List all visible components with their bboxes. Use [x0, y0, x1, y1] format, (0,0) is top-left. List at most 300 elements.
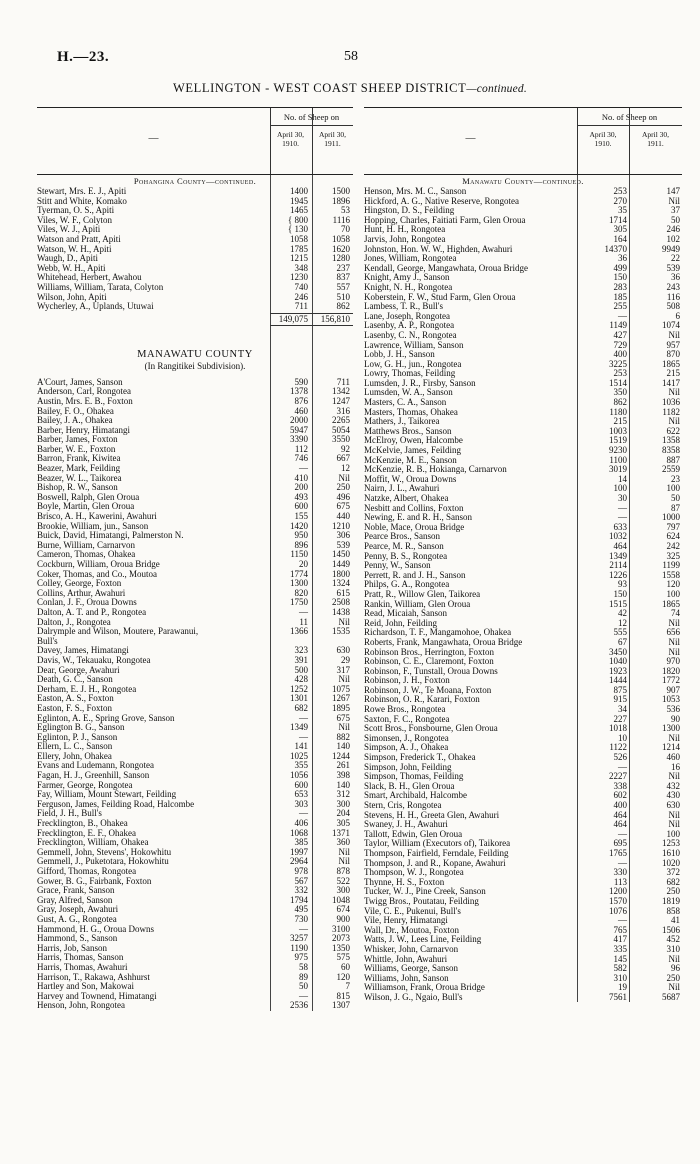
table-row	[364, 513, 682, 523]
sheep-1910: 255	[613, 301, 627, 312]
left-table-body	[37, 175, 353, 1011]
owner-name: McElroy, Owen, Halcombe	[364, 436, 463, 446]
owner-name: Coker, Thomas, and Co., Moutoa	[37, 569, 157, 579]
sheep-1910: 113	[613, 876, 627, 887]
owner-name: Vile, Henry, Himatangi	[364, 916, 448, 926]
sheep-1910: 141	[294, 741, 308, 752]
sheep-1911: 432	[666, 780, 680, 791]
owner-name: Barber, Henry, Himatangi	[37, 425, 131, 435]
owner-name: Frecklington, William, Ohakea	[37, 838, 149, 848]
sheep-1910: { 130	[287, 224, 308, 235]
owner-name: Masters, C. A., Sanson	[364, 398, 447, 408]
sheep-1911: 675	[336, 501, 350, 512]
sheep-1910: —	[299, 990, 308, 1001]
owner-name: Viles, W. F., Colyton	[37, 215, 113, 225]
sheep-1911: 1506	[662, 924, 680, 935]
owner-name: Stitt and White, Komako	[37, 196, 127, 206]
sheep-1911: 29	[341, 654, 350, 665]
owner-name: Thompson, J. and R., Kopane, Awahuri	[364, 858, 506, 868]
sheep-1911: 1214	[662, 742, 680, 753]
table-row	[364, 475, 682, 485]
owner-name: Colley, George, Foxton	[37, 579, 122, 589]
sheep-1910: 50	[299, 981, 308, 992]
sheep-1910: 1750	[290, 597, 308, 608]
sheep-1911: Nil	[668, 617, 680, 628]
owner-name: Beazer, W. L., Taikorea	[37, 473, 122, 483]
owner-name: Gray, Joseph, Awahuri	[37, 905, 119, 915]
sheep-1911: 1000	[662, 512, 680, 523]
sheep-1910: 975	[294, 952, 308, 963]
owner-name: Dalton, A. T. and P., Rongotea	[37, 607, 147, 617]
sheep-1910: 330	[613, 867, 627, 878]
sheep-1911: 870	[666, 349, 680, 360]
sheep-1911: 87	[671, 502, 680, 513]
sheep-1910: 391	[294, 654, 308, 665]
sheep-1910: 495	[294, 904, 308, 915]
sheep-1911: 316	[336, 405, 350, 416]
sheep-1910: 42	[618, 608, 627, 619]
sheep-1910: 270	[613, 195, 627, 206]
sheep-1910: 164	[613, 233, 627, 244]
owner-name: Pratt, R., Willow Glen, Taikorea	[364, 589, 481, 599]
table-row	[364, 791, 682, 801]
sheep-1911: Nil	[668, 982, 680, 993]
sheep-1910: 227	[613, 713, 627, 724]
right-table-body	[364, 175, 682, 1002]
sheep-1911: 1610	[662, 847, 680, 858]
owner-name: Bishop, R. W., Sanson	[37, 483, 118, 493]
sheep-1911: 1036	[662, 397, 680, 408]
owner-name: Conlan, J. F., Oroua Downs	[37, 598, 137, 608]
sheep-1910: 303	[294, 798, 308, 809]
table-row	[364, 715, 682, 725]
right-column	[364, 107, 682, 1002]
sheep-1911: 23	[671, 473, 680, 484]
table-row	[364, 321, 682, 331]
sheep-1910: 2114	[609, 560, 627, 571]
owner-name: Taylor, William (Executors of), Taikorea	[364, 839, 511, 849]
sheep-1910: 1058	[290, 233, 308, 244]
owner-name: Gray, Alfred, Sanson	[37, 895, 113, 905]
sheep-1911: 522	[336, 875, 350, 886]
sheep-1910: 427	[613, 329, 627, 340]
owner-name: Dear, George, Awahuri	[37, 665, 120, 675]
owner-name: Austin, Mrs. E. B., Foxton	[37, 396, 133, 406]
owner-name: Wycherley, A., Uplands, Utuwai	[37, 302, 154, 312]
sheep-1911: 667	[336, 453, 350, 464]
sheep-1911: 2559	[662, 464, 680, 475]
owner-name: Hammond, H. G., Oroua Downs	[37, 924, 154, 934]
owner-name: Burne, William, Carnarvon	[37, 540, 135, 550]
name-column-header: —	[465, 133, 476, 144]
sheep-1911: 508	[666, 301, 680, 312]
table-row	[364, 763, 682, 773]
manawatu-rows	[37, 378, 353, 1011]
owner-name: Saxton, F. C., Rongotea	[364, 714, 450, 724]
sheep-1910: 305	[613, 224, 627, 235]
table-row	[364, 379, 682, 389]
sheep-1911: Nil	[338, 472, 350, 483]
sheep-1911: 630	[336, 645, 350, 656]
sheep-1911: 862	[336, 301, 350, 312]
sheep-1910: 2964	[290, 856, 308, 867]
owner-name: Koberstein, F. W., Stud Farm, Glen Oroua	[364, 292, 516, 302]
sheep-1911: 261	[336, 760, 350, 771]
table-row	[364, 878, 682, 888]
owner-name: Ferguson, James, Feilding Road, Halcombe	[37, 799, 195, 809]
table-row	[37, 627, 353, 637]
sheep-1910: 1040	[609, 656, 627, 667]
sheep-1911: Nil	[668, 636, 680, 647]
owner-name: Moffit, W., Oroua Downs	[364, 474, 457, 484]
table-row	[364, 974, 682, 984]
sheep-1911: 147	[666, 186, 680, 196]
sheep-1910: —	[618, 915, 627, 926]
sheep-1911: Nil	[668, 195, 680, 206]
owner-name: Brookie, William, jun., Sanson	[37, 521, 149, 531]
sheep-1910: 1150	[290, 549, 308, 560]
sheep-1910: 12	[618, 617, 627, 628]
sheep-1910: 20	[299, 559, 308, 569]
sheep-1911: Nil	[338, 722, 350, 733]
table-row	[37, 1001, 353, 1011]
sheep-1910: —	[618, 310, 627, 321]
owner-name: Matthews Bros., Sanson	[364, 426, 452, 436]
sheep-1910: 11	[299, 616, 308, 627]
table-row	[364, 897, 682, 907]
sheep-1910: 1444	[609, 675, 627, 686]
owner-name: Easton, A. S., Foxton	[37, 694, 114, 704]
sheep-1910: 1774	[290, 568, 308, 579]
sheep-1910: 1400	[290, 186, 308, 196]
table-row	[364, 446, 682, 456]
owner-name: Eglinton, A. E., Spring Grove, Sanson	[37, 713, 175, 723]
owner-name: Barron, Frank, Kiwitea	[37, 454, 121, 464]
sheep-1910: 310	[613, 972, 627, 983]
owner-name: Wilson, John, Apiti	[37, 292, 107, 302]
sheep-1910: 600	[294, 501, 308, 512]
owner-name: Williams, John, Sanson	[364, 973, 449, 983]
sheep-1911: 7	[345, 981, 350, 992]
table-row	[364, 993, 682, 1003]
sheep-1911: 237	[336, 262, 350, 273]
owner-name: Penny, W., Sanson	[364, 561, 431, 571]
sheep-1910: 653	[294, 789, 308, 800]
sheep-1911: 41	[671, 915, 680, 926]
owner-name: Ellern, L. C., Sanson	[37, 742, 113, 752]
table-row	[364, 398, 682, 408]
sheep-1911: 970	[666, 656, 680, 667]
table-row	[364, 264, 682, 274]
owner-name: Henson, John, Rongotea	[37, 1001, 125, 1011]
owner-name: Philps, G. A., Rongotea	[364, 580, 450, 590]
owner-name: Watson, W. H., Apiti	[37, 244, 112, 254]
sheep-1911: 2265	[332, 415, 350, 426]
sheep-1911: Nil	[338, 856, 350, 867]
owner-name: Dalton, J., Rongotea	[37, 617, 111, 627]
sheep-1911: 50	[671, 214, 680, 225]
sheep-1911: 539	[336, 539, 350, 550]
sheep-1911: 243	[666, 281, 680, 292]
sheep-1910: 1519	[609, 435, 627, 446]
owner-name: Scott Bros., Fonsbourne, Glen Oroua	[364, 724, 498, 734]
owner-name: Rowe Bros., Rongotea	[364, 705, 446, 715]
owner-name: Smart, Archibald, Halcombe	[364, 791, 467, 801]
sheep-1911: 74	[671, 608, 680, 619]
sheep-1910: 19	[618, 982, 627, 993]
owner-name: Jones, William, Rongotea	[364, 254, 457, 264]
owner-name: Lambess, T. R., Bull's	[364, 302, 444, 312]
owner-name: Robinson, O. R., Karari, Foxton	[364, 695, 480, 705]
sheep-1910: 526	[613, 752, 627, 763]
owner-name: Knight, Amy J., Sanson	[364, 273, 450, 283]
owner-name: Viles, W. J., Apiti	[37, 225, 101, 235]
table-row	[364, 743, 682, 753]
sheep-1910: 323	[294, 645, 308, 656]
owner-name: Cameron, Thomas, Ohakea	[37, 550, 136, 560]
table-row	[364, 772, 682, 782]
sheep-1910: 14	[618, 473, 627, 484]
owner-name: Hammond, S., Sanson	[37, 934, 118, 944]
pohangina-rows	[37, 187, 353, 312]
table-row	[364, 571, 682, 581]
sheep-1910: 400	[613, 800, 627, 810]
sheep-1910: 215	[613, 416, 627, 427]
sheep-1911: 1820	[662, 665, 680, 676]
table-row	[364, 331, 682, 341]
owner-name: Lane, Joseph, Rongotea	[364, 311, 450, 321]
sheep-1910: 150	[613, 272, 627, 283]
owner-name: Low, G. H., jun., Rongotea	[364, 359, 462, 369]
table-row	[364, 465, 682, 475]
sheep-1911: 536	[666, 704, 680, 715]
sheep-1911: 372	[666, 867, 680, 878]
sheep-1911: Nil	[338, 674, 350, 685]
sheep-1910: 1923	[609, 665, 627, 676]
title-continued: —continued.	[466, 83, 527, 95]
sheep-1911: 1307	[332, 1000, 350, 1011]
name-column-header: —	[148, 133, 159, 144]
sheep-1911: 674	[336, 904, 350, 915]
sheep-1910: 14370	[604, 243, 627, 254]
sheep-1910: 406	[294, 818, 308, 829]
table-row	[364, 801, 682, 811]
table-row	[364, 532, 682, 542]
owner-name: Lasenby, A. P., Rongotea	[364, 321, 455, 331]
owner-name: McKenzie, M. E., Sanson	[364, 455, 457, 465]
owner-name: Gower, B. G., Fairbank, Foxton	[37, 876, 152, 886]
table-row	[364, 312, 682, 322]
table-row	[364, 580, 682, 590]
table-row	[364, 254, 682, 264]
table-row	[364, 695, 682, 705]
sheep-1910: 1300	[290, 578, 308, 589]
sheep-1911: 70	[341, 224, 350, 235]
owner-name: Derham, E. J. H., Rongotea	[37, 684, 137, 694]
manawatu-continued-rows	[364, 187, 682, 1002]
sheep-1910: 896	[294, 539, 308, 550]
sheep-1910: 978	[294, 866, 308, 876]
sheep-1910: 30	[618, 493, 627, 503]
year-1911-header: April 30, 1911.	[318, 130, 347, 148]
owner-name: Davis, W., Tekauaku, Rongotea	[37, 655, 151, 665]
sheep-1910: —	[299, 808, 308, 819]
sheep-1910: 600	[294, 779, 308, 790]
table-row	[364, 245, 682, 255]
sheep-1910: 428	[294, 674, 308, 685]
sheep-1910: 2536	[290, 1000, 308, 1011]
owner-name: Robinson, F., Tunstall, Oroua Downs	[364, 666, 498, 676]
owner-name: Hingston, D. S., Feilding	[364, 206, 455, 216]
sheep-1910: —	[299, 606, 308, 617]
sheep-1911: 656	[666, 627, 680, 638]
table-row	[364, 225, 682, 235]
table-row	[364, 983, 682, 993]
sheep-1911: 317	[336, 664, 350, 675]
sheep-1910: 1076	[609, 905, 627, 916]
sheep-1911: Nil	[668, 771, 680, 782]
sheep-1911: 1053	[662, 694, 680, 705]
owner-name: Harvey and Townend, Himatangi	[37, 991, 157, 1001]
sheep-1911: 250	[666, 972, 680, 983]
report-reference: H.—23.	[57, 49, 110, 65]
sheep-1910: 1514	[609, 377, 627, 388]
owner-name: Hopping, Charles, Faitiati Farm, Glen Oroua	[364, 215, 526, 225]
sheep-1911: 1199	[662, 560, 680, 571]
sheep-1910: 740	[294, 281, 308, 292]
owner-name: Frecklington, B., Ohakea	[37, 819, 128, 829]
owner-name: Tallott, Edwin, Glen Oroua	[364, 829, 463, 839]
sheep-1911: 300	[336, 885, 350, 896]
table-row	[364, 552, 682, 562]
sheep-1911: 957	[666, 339, 680, 350]
owner-name: Simpson, A. J., Ohakea	[364, 743, 449, 753]
sheep-1911: 5054	[332, 424, 350, 435]
owner-name: Evans and Ludemann, Rongotea	[37, 761, 154, 771]
owner-name: Wall, Dr., Moutoa, Foxton	[364, 925, 460, 935]
table-row	[364, 369, 682, 379]
sheep-1911: 1535	[332, 626, 350, 637]
table-row	[364, 561, 682, 571]
sheep-1910: 1420	[290, 520, 308, 531]
sheep-1910: 1200	[609, 886, 627, 897]
sheep-1911: 557	[336, 281, 350, 292]
sheep-1910: 1349	[609, 550, 627, 561]
sheep-1910: 711	[294, 301, 308, 312]
sheep-1911: 100	[666, 588, 680, 599]
sheep-1911: 1417	[662, 377, 680, 388]
sheep-1911: 1116	[332, 214, 350, 225]
owner-name: Richardson, T. F., Mangamohoe, Ohakea	[364, 628, 512, 638]
sheep-1910: 876	[294, 395, 308, 406]
sheep-1911: 306	[336, 530, 350, 541]
section-heading: Pohangina County—continued.	[133, 176, 257, 186]
table-row	[364, 734, 682, 744]
sheep-1911: 1267	[332, 693, 350, 704]
sheep-1910: 1025	[290, 750, 308, 761]
sheep-1911: 1865	[662, 598, 680, 609]
sheep-1911: 1280	[332, 253, 350, 264]
sheep-1911: 887	[666, 454, 680, 465]
sheep-1910: 1465	[290, 205, 308, 216]
sheep-1911: 440	[336, 511, 350, 522]
sheep-1910: 150	[613, 588, 627, 599]
sheep-1911: 9949	[662, 243, 680, 254]
sheep-1911: 797	[666, 521, 680, 532]
sheep-1911: 204	[336, 808, 350, 819]
sheep-1911: 1342	[332, 386, 350, 397]
sheep-1911: 1058	[332, 233, 350, 244]
sheep-1911: 900	[336, 913, 350, 924]
table-row	[364, 859, 682, 869]
owner-name: Robinson, J. W., Te Moana, Foxton	[364, 685, 492, 695]
owner-name: Pearce, M. R., Sanson	[364, 541, 444, 551]
sheep-1910: 1032	[609, 531, 627, 542]
sheep-1911: 12	[341, 463, 350, 474]
owner-name: Nesbitt and Collins, Foxton	[364, 503, 464, 513]
table-row	[364, 590, 682, 600]
table-row	[364, 302, 682, 312]
sheep-1910: 499	[613, 262, 627, 273]
sheep-1911: 102	[666, 233, 680, 244]
owner-name: Barber, James, Foxton	[37, 435, 118, 445]
sheep-1911: 452	[666, 934, 680, 945]
owner-name: Fay, William, Mount Stewart, Feilding	[37, 790, 177, 800]
sheep-1910: 460	[294, 405, 308, 416]
table-row	[364, 216, 682, 226]
owner-name: Read, Micaiah, Sanson	[364, 609, 447, 619]
sheep-1910: 355	[294, 760, 308, 771]
table-row	[364, 187, 682, 197]
owner-name: Knight, N. H., Rongotea	[364, 282, 453, 292]
sheep-1910: 3390	[290, 434, 308, 445]
section-heading: MANAWATU COUNTY	[137, 348, 253, 360]
sheep-1911: 250	[666, 886, 680, 897]
sheep-1910: 155	[294, 511, 308, 522]
sheep-1911: 1865	[662, 358, 680, 369]
sheep-1910: 1366	[290, 626, 308, 637]
sheep-1910: 417	[613, 934, 627, 945]
sheep-1911: 312	[336, 789, 350, 800]
sheep-1910: 10	[618, 732, 627, 743]
owner-name: Penny, B. S., Rongotea	[364, 551, 448, 561]
owner-name: Simpson, Thomas, Feilding	[364, 772, 464, 782]
owner-name: Mathers, J., Taikorea	[364, 417, 440, 427]
sheep-1910: —	[618, 512, 627, 523]
owner-name: Williams, William, Tarata, Colyton	[37, 282, 164, 292]
table-row	[364, 907, 682, 917]
owner-name: Gemmell, John, Stevens', Hokowhitu	[37, 847, 172, 857]
sheep-1910: 567	[294, 875, 308, 886]
sheep-1911: 1620	[332, 243, 350, 254]
sheep-1910: 633	[613, 521, 627, 532]
sheep-1911: 22	[671, 253, 680, 264]
sheep-1910: 200	[294, 482, 308, 493]
sheep-1911: 16	[671, 761, 680, 772]
sheep-1911: Nil	[668, 809, 680, 820]
sheep-1910: 555	[613, 627, 627, 638]
sheep-1911: 53	[341, 205, 350, 216]
sheep-1910: 348	[294, 262, 308, 273]
sheep-1910: 2227	[609, 771, 627, 782]
table-row	[364, 293, 682, 303]
owner-name: Whittle, John, Awahuri	[364, 954, 448, 964]
sheep-1910: 1378	[290, 386, 308, 397]
sheep-1910: 3450	[609, 646, 627, 657]
table-row	[364, 705, 682, 715]
sheep-1910: 1349	[290, 722, 308, 733]
owner-name: Harris, Thomas, Sanson	[37, 953, 124, 963]
